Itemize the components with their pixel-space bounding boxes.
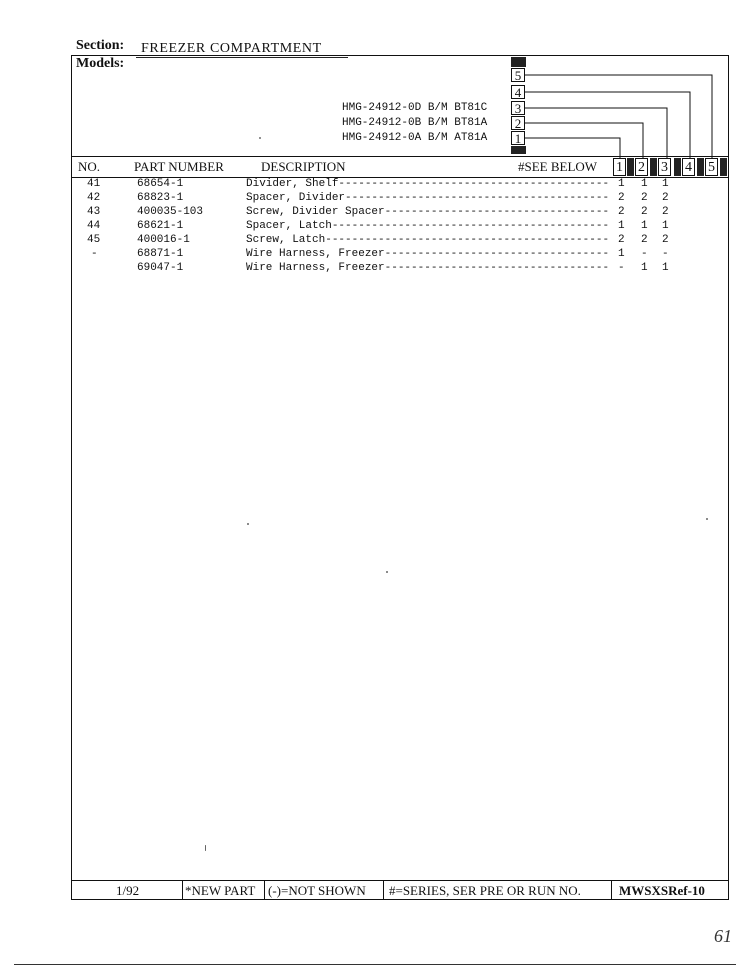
row-description: Screw, Divider Spacer---------------------------------- [246,206,610,218]
model-box-1: 1 [511,131,525,145]
table-row [0,234,750,248]
scan-speck [205,845,206,851]
footer-not-shown: (-)=NOT SHOWN [268,883,366,898]
row-part-number: 400035-103 [137,206,204,218]
header-col-3: 3 [658,158,671,176]
scan-speck [247,523,249,525]
row-qty-3: 2 [662,234,669,246]
row-description: Spacer, Latch------------------------------------------ [246,220,610,232]
table-row [0,178,750,192]
header-col-shade-2 [650,158,657,176]
scan-speck [706,518,708,520]
row-no: 45 [87,234,101,246]
row-qty-3: 2 [662,206,669,218]
table-row [0,192,750,206]
row-qty-1: - [618,262,625,274]
row-qty-1: 1 [618,220,625,232]
table-row [0,248,750,262]
model-box-3: 3 [511,101,525,115]
scan-speck [386,571,388,573]
bottom-rule [14,964,736,965]
model-box-2: 2 [511,116,525,130]
header-col-1: 1 [613,158,626,176]
row-no: - [91,248,98,260]
row-qty-1: 2 [618,234,625,246]
handwritten-page-number: 61 [714,926,732,946]
row-part-number: 400016-1 [137,234,190,246]
footer-divider [264,880,265,900]
header-col-shade-5 [720,158,727,176]
row-qty-2: 2 [641,192,648,204]
footer-reference: MWSXSRef-10 [619,883,705,898]
table-row [0,206,750,220]
row-qty-3: 1 [662,178,669,190]
table-row [0,262,750,276]
model-line-1: HMG-24912-0A B/M AT81A [342,132,488,144]
row-description: Wire Harness, Freezer---------------------------------- [246,248,610,260]
header-description: DESCRIPTION [261,159,346,174]
section-title: FREEZER COMPARTMENT [141,41,322,56]
header-col-5: 5 [705,158,718,176]
row-qty-1: 1 [618,178,625,190]
row-part-number: 68654-1 [137,178,184,190]
row-description: Spacer, Divider---------------------------------------- [246,192,610,204]
row-no: 42 [87,192,101,204]
table-row [0,220,750,234]
row-qty-2: 2 [641,206,648,218]
model-line-2: HMG-24912-0B B/M BT81A [342,117,488,129]
row-qty-3: 1 [662,262,669,274]
footer-divider [182,880,183,900]
footer-new-part: *NEW PART [185,883,256,898]
row-part-number: 68823-1 [137,192,184,204]
row-no: 41 [87,178,101,190]
row-part-number: 68871-1 [137,248,184,260]
header-col-shade-1 [627,158,634,176]
model-box-4: 4 [511,85,525,99]
section-label: Section: [76,38,125,53]
model-box-5: 5 [511,68,525,82]
header-col-4: 4 [682,158,695,176]
row-no: 43 [87,206,101,218]
header-see-below: #SEE BELOW [518,159,598,174]
header-no: NO. [78,159,101,174]
row-no: 44 [87,220,101,232]
header-part-number: PART NUMBER [134,159,224,174]
row-qty-2: 1 [641,262,648,274]
header-col-2: 2 [635,158,648,176]
row-part-number: 68621-1 [137,220,184,232]
row-description: Divider, Shelf----------------------------------------- [246,178,610,190]
models-label: Models: [76,56,125,71]
row-description: Screw, Latch------------------------------------------- [246,234,610,246]
row-qty-1: 2 [618,206,625,218]
footer-series: #=SERIES, SER PRE OR RUN NO. [389,883,581,898]
footer-date: 1/92 [116,883,140,898]
row-qty-3: 1 [662,220,669,232]
row-qty-3: 2 [662,192,669,204]
header-col-shade-3 [674,158,681,176]
row-qty-2: 2 [641,234,648,246]
row-part-number: 69047-1 [137,262,184,274]
row-qty-2: 1 [641,220,648,232]
model-line-3: HMG-24912-0D B/M BT81C [342,102,488,114]
row-qty-1: 2 [618,192,625,204]
row-qty-1: 1 [618,248,625,260]
row-description: Wire Harness, Freezer---------------------------------- [246,262,610,274]
row-qty-3: - [662,248,669,260]
header-col-shade-4 [697,158,704,176]
row-qty-2: - [641,248,648,260]
footer-divider [383,880,384,900]
footer-divider [611,880,612,900]
row-qty-2: 1 [641,178,648,190]
